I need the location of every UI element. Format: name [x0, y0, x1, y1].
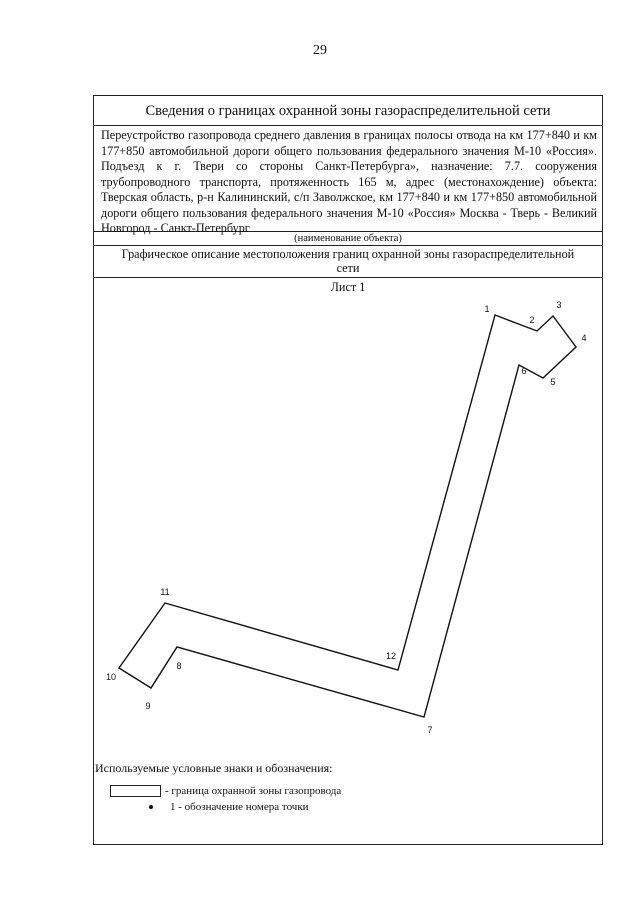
point-label-4: 4	[581, 333, 587, 343]
object-caption: (наименование объекта)	[94, 232, 602, 246]
point-label-11: 11	[160, 587, 170, 597]
point-label-6: 6	[521, 366, 527, 376]
legend-title: Используемые условные знаки и обозначения:	[95, 761, 333, 775]
graphic-description-title: Графическое описание местоположения границ охранной зоны газораспределительной сети	[94, 246, 602, 278]
point-label-3: 3	[556, 300, 562, 310]
point-label-9: 9	[145, 701, 151, 711]
point-label-10: 10	[105, 672, 117, 682]
point-label-5: 5	[550, 377, 556, 387]
page-number: 29	[313, 43, 327, 58]
point-legend-label: 1 - обозначение номера точки	[170, 801, 309, 813]
boundary-polygon	[119, 315, 576, 717]
sheet-label: Лист 1	[330, 280, 366, 294]
point-label-2: 2	[529, 315, 535, 325]
point-legend-symbol	[149, 805, 153, 809]
boundary-legend-label: - граница охранной зоны газопровода	[165, 785, 342, 797]
point-label-7: 7	[427, 725, 433, 735]
point-labels	[106, 300, 587, 735]
object-description: Переустройство газопровода среднего давления в границах полосы отвода на км 177+840 и км 177+850 автомобильной дороги общего пользования федерального значения М-10 «Россия». Подъезд к г. Твери со стороны Санкт-Петербурга», назначение: 7.7. сооружения трубопроводного транспорта, протяженность 165 м, адрес (местонахождение) объекта: Тверская область, р-н Калининский, с/п Заволжское, км 177+840 и км 177+850 автомобильной дороги общего пользования федерального значения М-10 «Россия» Москва - Тверь - Великий Новгород - Санкт-Петербург	[94, 126, 602, 232]
boundary-legend-symbol	[110, 785, 161, 797]
section-title: Сведения о границах охранной зоны газораспределительной сети	[94, 96, 602, 126]
point-label-8: 8	[176, 661, 182, 671]
point-label-1: 1	[484, 304, 490, 314]
point-label-12: 12	[385, 651, 397, 661]
